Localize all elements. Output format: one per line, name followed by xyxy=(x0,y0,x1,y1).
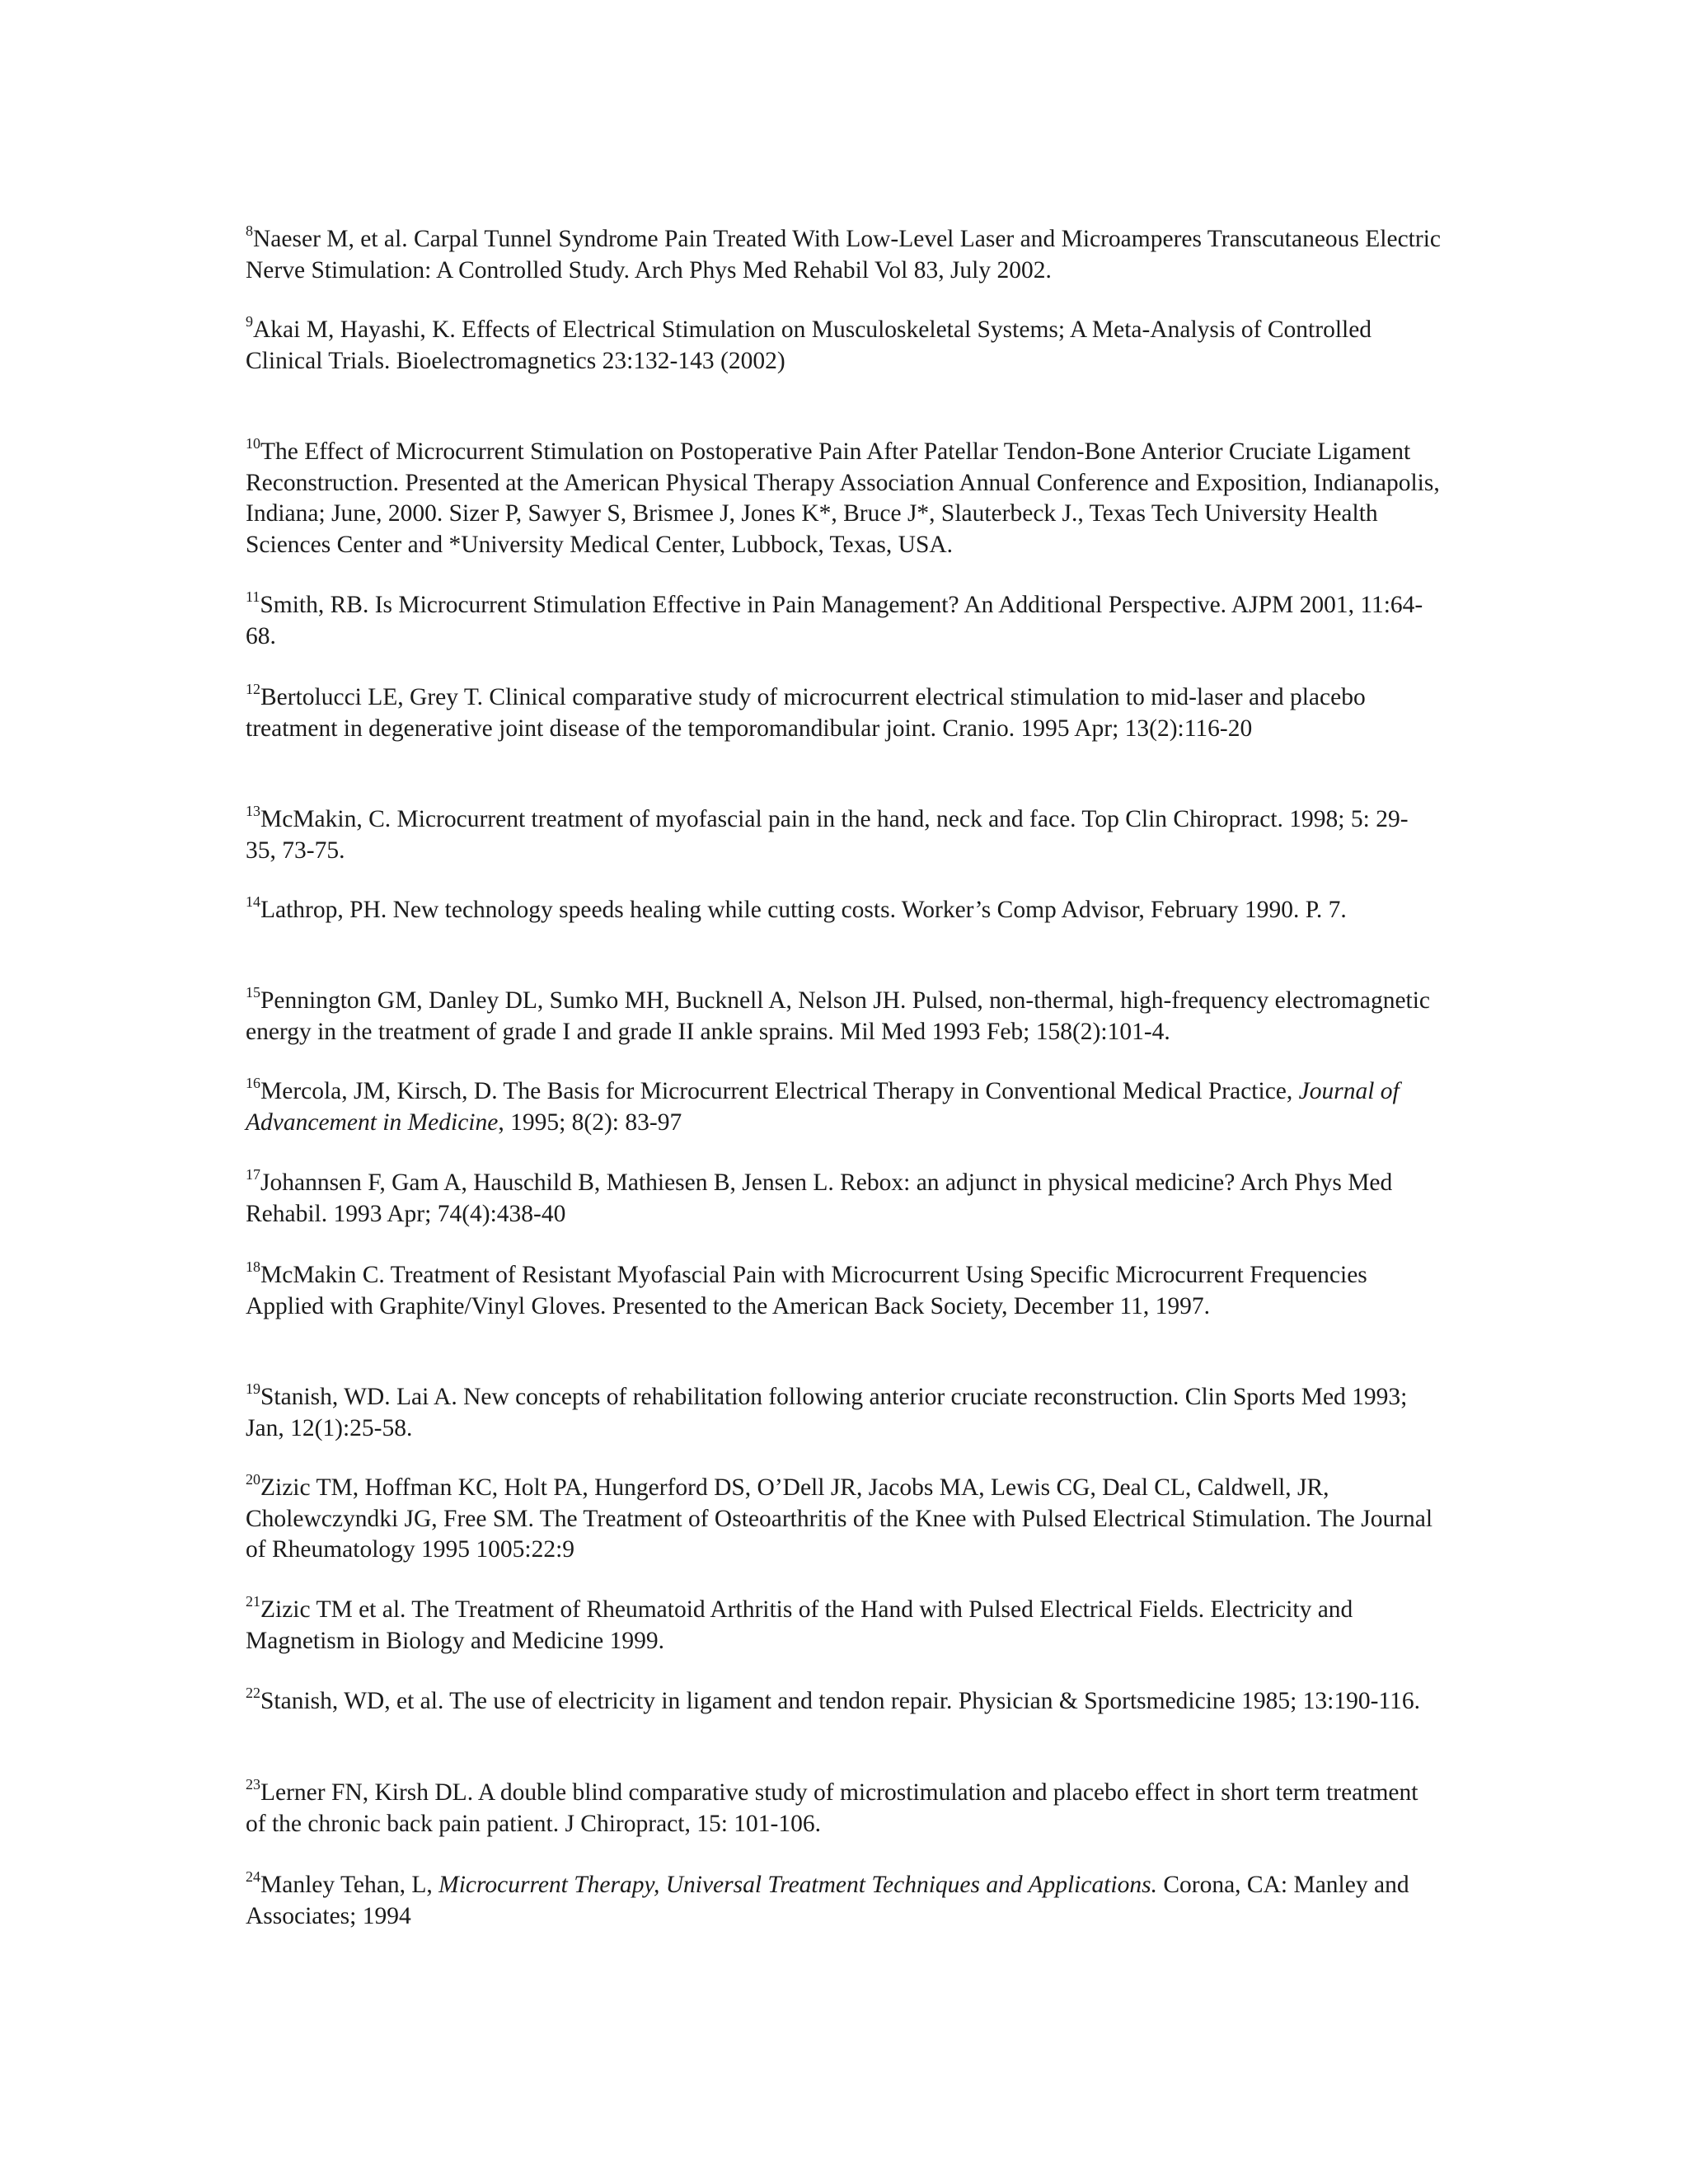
reference-text: Zizic TM et al. The Treatment of Rheumatoid Arthritis of the Hand with Pulsed Electrical Fields. Electricity and Magnetism in Biology and Medicine 1999. xyxy=(246,1596,1353,1654)
reference-number: 14 xyxy=(246,893,260,911)
reference-text: Mercola, JM, Kirsch, D. The Basis for Microcurrent Electrical Therapy in Conventional Medical Practice, xyxy=(260,1078,1299,1104)
reference-13 xyxy=(246,804,1432,866)
reference-text: McMakin C. Treatment of Resistant Myofascial Pain with Microcurrent Using Specific Microcurrent Frequencies Applied with Graphite/Vinyl Gloves. Presented to the American Back Society, December 11, 1997. xyxy=(246,1262,1367,1319)
reference-number: 20 xyxy=(246,1471,260,1488)
reference-20 xyxy=(246,1473,1441,1566)
reference-9 xyxy=(246,315,1441,377)
reference-text: Akai M, Hayashi, K. Effects of Electrical Stimulation on Musculoskeletal Systems; A Meta-Analysis of Controlled Clinical Trials. Bioelectromagnetics 23:132-143 (2002) xyxy=(246,316,1372,374)
reference-18 xyxy=(246,1260,1432,1322)
reference-text: Johannsen F, Gam A, Hauschild B, Mathiesen B, Jensen L. Rebox: an adjunct in physical medicine? Arch Phys Med Rehabil. 1993 Apr; 74(4):438-40 xyxy=(246,1169,1393,1227)
reference-8 xyxy=(246,224,1441,286)
reference-text: Stanish, WD, et al. The use of electricity in ligament and tendon repair. Physician & Sportsmedicine 1985; 13:190-116. xyxy=(260,1688,1420,1714)
reference-number: 24 xyxy=(246,1868,260,1886)
reference-text-tail: , 1995; 8(2): 83-97 xyxy=(498,1108,682,1136)
reference-12 xyxy=(246,682,1432,744)
reference-number: 17 xyxy=(246,1166,260,1183)
reference-text: Zizic TM, Hoffman KC, Holt PA, Hungerford DS, O’Dell JR, Jacobs MA, Lewis CG, Deal CL, Caldwell, JR, Cholewczyndki JG, Free SM. The Treatment of Osteoarthritis of the Knee with Pulsed Electrical Stimulation. The Journal of Rheumatology 1995 1005:22:9 xyxy=(246,1474,1433,1563)
reference-number: 8 xyxy=(246,223,253,240)
reference-number: 22 xyxy=(246,1685,260,1702)
reference-text: McMakin, C. Microcurrent treatment of myofascial pain in the hand, neck and face. Top Clin Chiropract. 1998; 5: 29-35, 73-75. xyxy=(246,806,1409,864)
reference-number: 19 xyxy=(246,1380,260,1398)
reference-text: Smith, RB. Is Microcurrent Stimulation Effective in Pain Management? An Additional Perspective. AJPM 2001, 11:64-68. xyxy=(246,592,1423,649)
reference-number: 13 xyxy=(246,803,260,820)
reference-number: 9 xyxy=(246,313,253,330)
reference-number: 11 xyxy=(246,588,260,606)
reference-23 xyxy=(246,1778,1432,1840)
journal-title: Journal of Advancement in Medicine xyxy=(246,1078,1400,1136)
reference-number: 21 xyxy=(246,1593,260,1610)
reference-15 xyxy=(246,986,1449,1047)
reference-11 xyxy=(246,590,1432,652)
reference-14 xyxy=(246,895,1432,926)
reference-17 xyxy=(246,1168,1416,1230)
reference-text: Lerner FN, Kirsh DL. A double blind comparative study of microstimulation and placebo effect in short term treatment of the chronic back pain patient. J Chiropract, 15: 101-106. xyxy=(246,1779,1418,1837)
book-title: Microcurrent Therapy, Universal Treatment Techniques and Applications. xyxy=(438,1872,1157,1898)
reference-text: Lathrop, PH. New technology speeds healing while cutting costs. Worker’s Comp Advisor, February 1990. P. 7. xyxy=(260,897,1347,923)
reference-text-tail: Corona, CA: Manley and Associates; 1994 xyxy=(246,1872,1409,1929)
reference-text: Stanish, WD. Lai A. New concepts of rehabilitation following anterior cruciate reconstruction. Clin Sports Med 1993; Jan, 12(1):25-58. xyxy=(246,1384,1408,1441)
reference-number: 18 xyxy=(246,1258,260,1276)
reference-number: 16 xyxy=(246,1075,260,1092)
reference-22 xyxy=(246,1686,1432,1718)
reference-24 xyxy=(246,1870,1432,1932)
reference-text: Naeser M, et al. Carpal Tunnel Syndrome Pain Treated With Low-Level Laser and Microamperes Transcutaneous Electric Nerve Stimulation: A Controlled Study. Arch Phys Med Rehabil Vol 83, July 2002. xyxy=(246,226,1441,284)
reference-text: Bertolucci LE, Grey T. Clinical comparative study of microcurrent electrical stimulation to mid-laser and placebo treatment in degenerative joint disease of the temporomandibular joint. Cranio. 1995 Apr; 13(2):116-20 xyxy=(246,684,1366,742)
reference-21 xyxy=(246,1595,1441,1657)
reference-text: Pennington GM, Danley DL, Sumko MH, Bucknell A, Nelson JH. Pulsed, non-thermal, high-frequency electromagnetic energy in the treatment of grade I and grade II ankle sprains. Mil Med 1993 Feb; 158(2):101-4. xyxy=(246,987,1431,1045)
reference-number: 10 xyxy=(246,435,260,452)
reference-16 xyxy=(246,1076,1432,1138)
reference-number: 23 xyxy=(246,1776,260,1793)
reference-text: Manley Tehan, L, xyxy=(260,1872,439,1898)
reference-text: The Effect of Microcurrent Stimulation on Postoperative Pain After Patellar Tendon-Bone Anterior Cruciate Ligament Reconstruction. Presented at the American Physical Therapy Association Annual Conference and Exposition, Indianapolis, Indiana; June, 2000. Sizer P, Sawyer S, Brismee J, Jones K*, Bruce J*, Slauterbeck J., Texas Tech University Health Sciences Center and *University Medical Center, Lubbock, Texas, USA. xyxy=(246,438,1440,558)
reference-number: 15 xyxy=(246,984,260,1001)
reference-number: 12 xyxy=(246,681,260,698)
reference-19 xyxy=(246,1382,1432,1444)
reference-10 xyxy=(246,437,1441,560)
